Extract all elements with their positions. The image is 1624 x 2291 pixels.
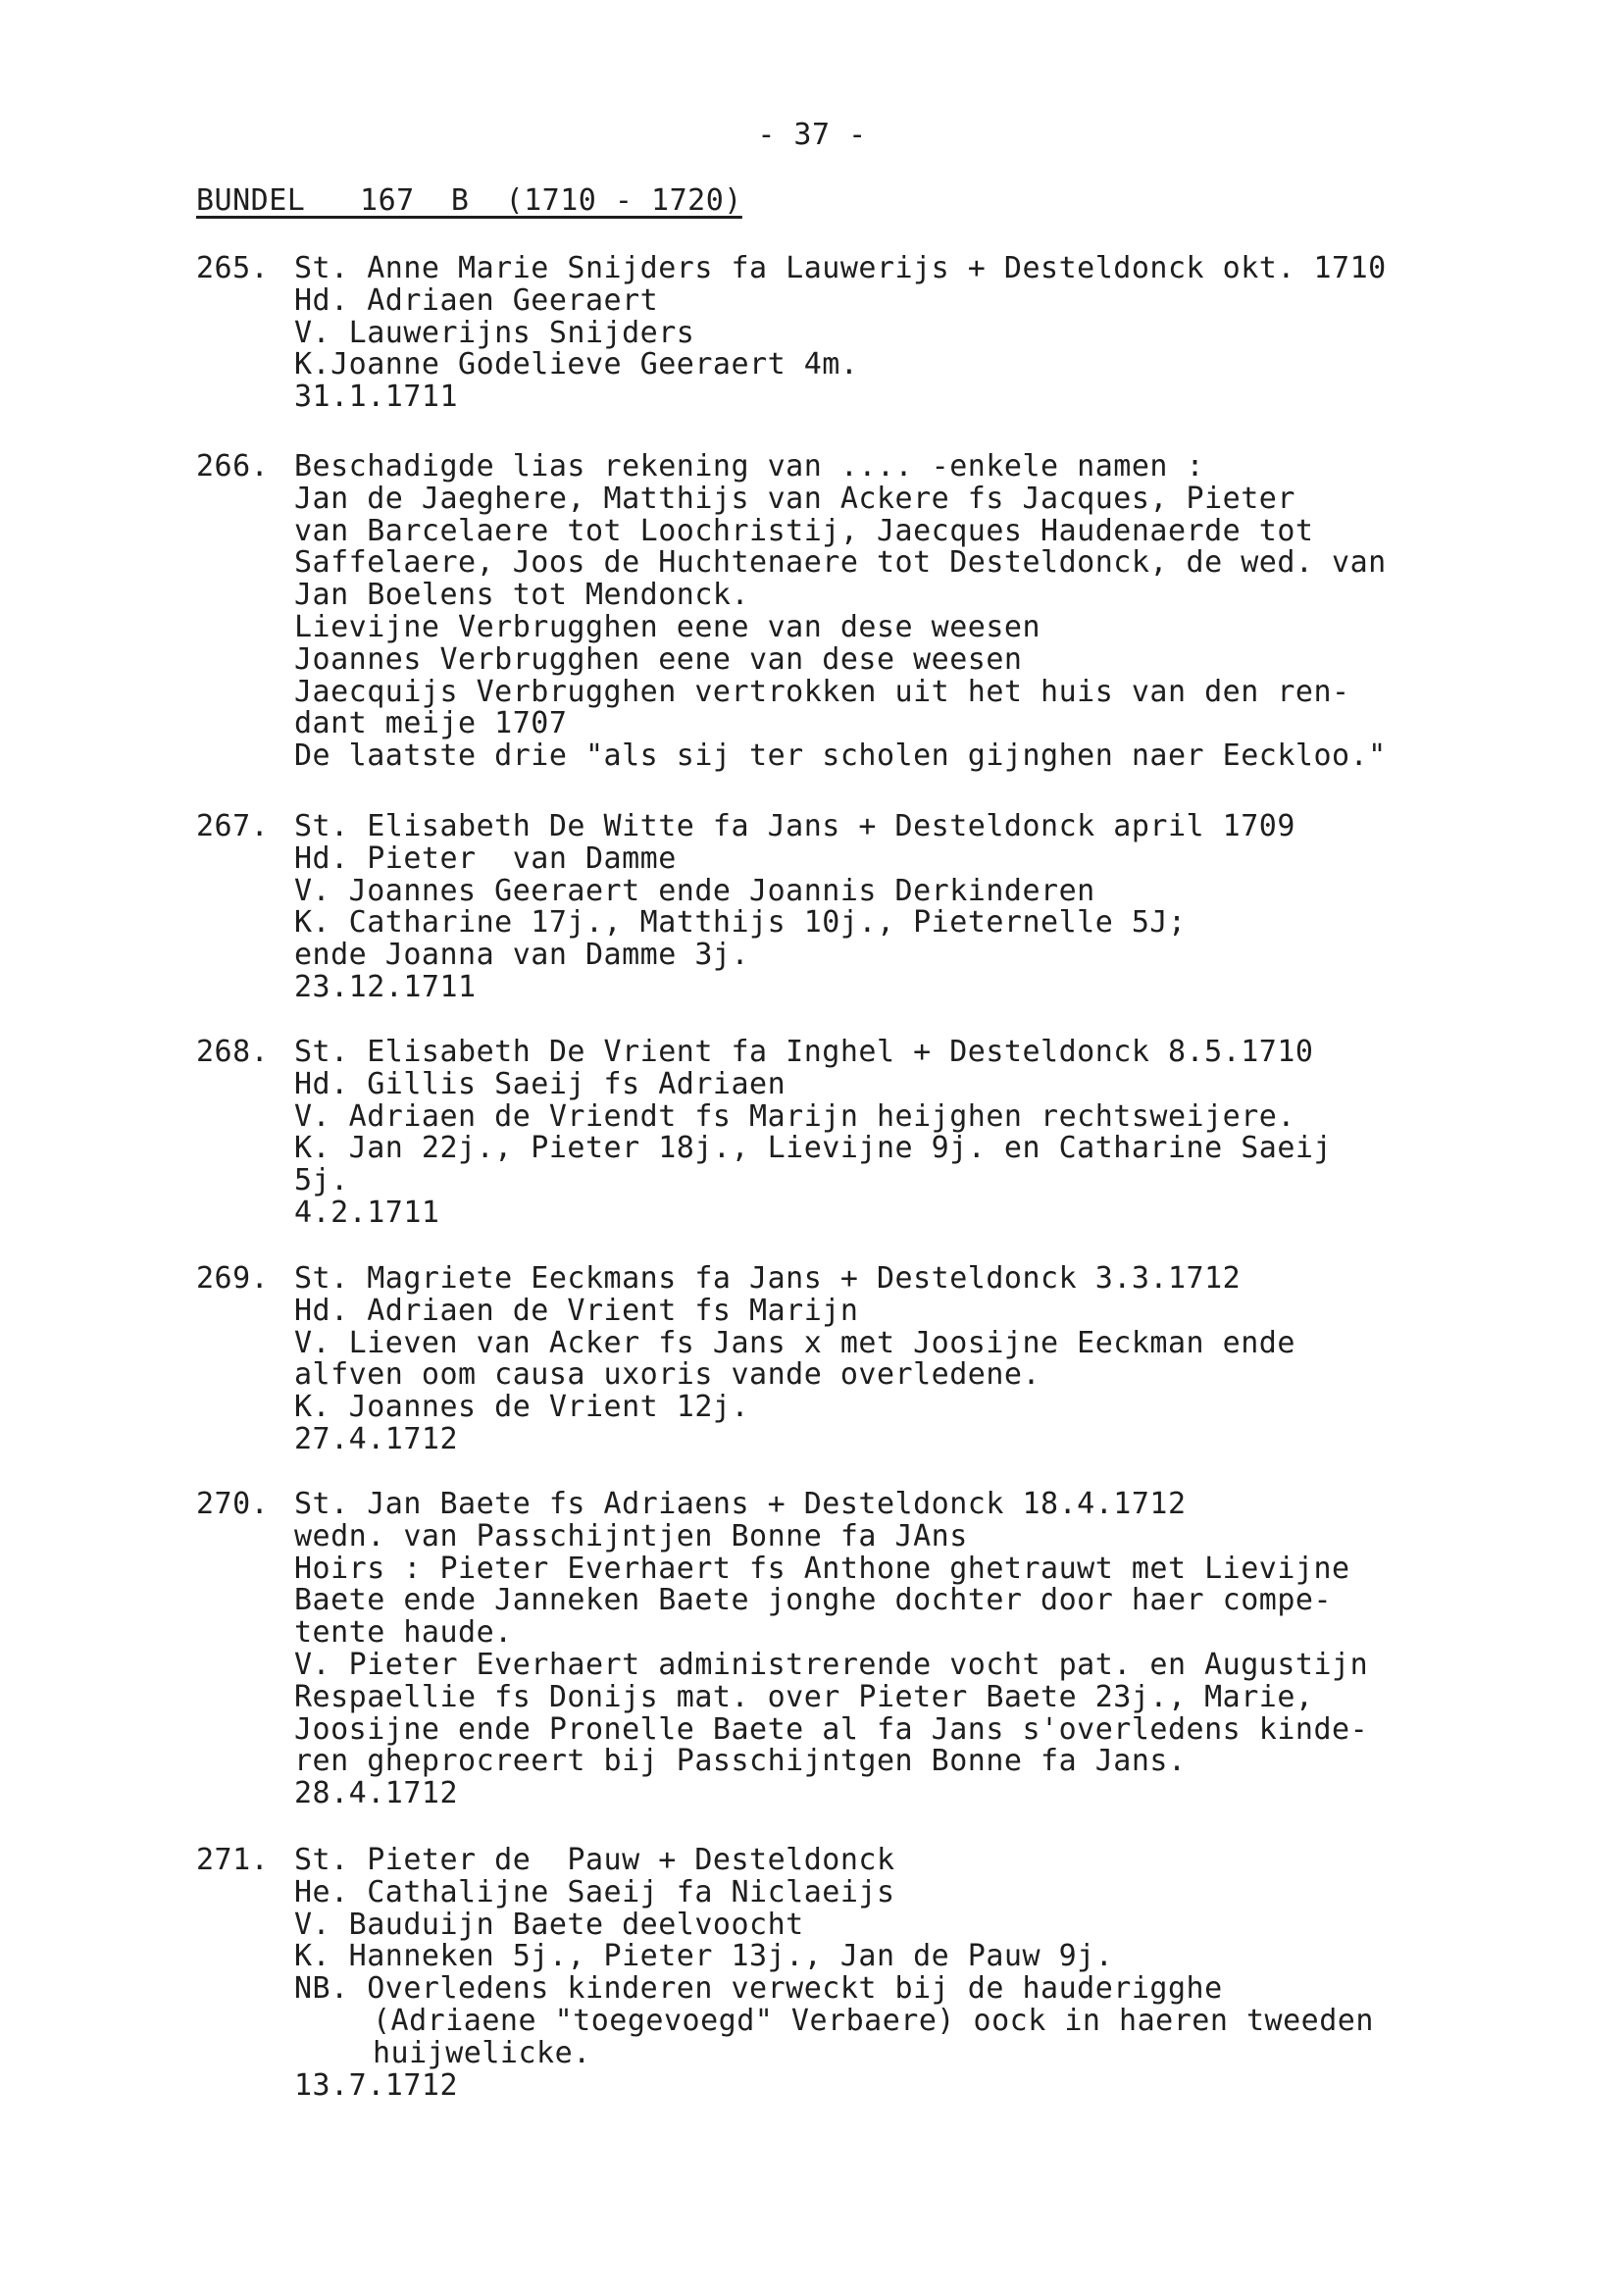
entry-line: K.Joanne Godelieve Geeraert 4m. [294, 347, 859, 382]
entry-number: 265. [196, 251, 270, 285]
entry-line: Hd. Gillis Saeij fs Adriaen [294, 1066, 787, 1101]
entry-number: 267. [196, 809, 270, 843]
entry-line: Hoirs : Pieter Everhaert fs Anthone ghetrauwt met Lievijne [294, 1551, 1350, 1586]
page-number: - 37 - [757, 118, 867, 152]
entry-number: 270. [196, 1487, 270, 1521]
entry-line: Hd. Adriaen Geeraert [294, 282, 659, 318]
entry-line: Beschadigde lias rekening van .... -enkele namen : [294, 449, 1205, 484]
entry-line: St. Anne Marie Snijders fa Lauwerijs + Desteldonck okt. 1710 [294, 251, 1387, 285]
entry-line: V. Lieven van Acker fs Jans x met Joosijne Eeckman ende [294, 1325, 1295, 1360]
entry-line: (Adriaene "toegevoegd" Verbaere) oock in haeren tweeden [373, 2003, 1374, 2038]
entry-text [294, 451, 1569, 773]
entry-text [294, 1845, 1569, 2102]
bundle-header: BUNDEL 167 B (1710 - 1720) [196, 183, 742, 218]
entry-line: K. Catharine 17j., Matthijs 10j., Pieternelle 5J; [294, 905, 1187, 941]
entry-line: wedn. van Passchijntjen Bonne fa JAns [294, 1518, 968, 1553]
entry-line: 31.1.1711 [294, 380, 459, 415]
entry-line: He. Cathalijne Saeij fa Niclaeijs [294, 1874, 895, 1909]
entry-line: ende Joanna van Damme 3j. [294, 938, 750, 973]
entry-line: St. Pieter de Pauw + Desteldonck [294, 1843, 895, 1877]
entry-line: huijwelicke. [373, 2035, 591, 2070]
entry-text [294, 1263, 1569, 1456]
entry-line: Joosijne ende Pronelle Baete al fa Jans s'overledens kinde- [294, 1711, 1369, 1747]
entry-line: 27.4.1712 [294, 1421, 459, 1456]
entry-line: De laatste drie "als sij ter scholen gijnghen naer Eeckloo." [294, 738, 1387, 774]
entry-line: K. Jan 22j., Pieter 18j., Lievijne 9j. en Catharine Saeij [294, 1131, 1333, 1166]
entry-line: ren gheprocreert bij Passchijntgen Bonne fa Jans. [294, 1744, 1187, 1779]
entry-text [294, 811, 1569, 1004]
entry-line: 13.7.1712 [294, 2067, 459, 2103]
entry-line: Hd. Adriaen de Vrient fs Marijn [294, 1293, 859, 1328]
entry-line: Jan Boelens tot Mendonck. [294, 578, 750, 613]
entry-text [294, 1037, 1569, 1230]
entry-line: K. Joannes de Vrient 12j. [294, 1390, 750, 1425]
entry-line: tente haude. [294, 1615, 513, 1651]
entry-line: dant meije 1707 [294, 706, 568, 741]
entry-line: V. Joannes Geeraert ende Joannis Derkinderen [294, 873, 1095, 908]
entry-line: V. Pieter Everhaert administrerende vocht pat. en Augustijn [294, 1647, 1369, 1682]
entry-number: 269. [196, 1261, 270, 1296]
entry-line: Baete ende Janneken Baete jonghe dochter door haer compe- [294, 1583, 1333, 1618]
entry-line: St. Magriete Eeckmans fa Jans + Desteldonck 3.3.1712 [294, 1261, 1242, 1296]
entry-line: NB. Overledens kinderen verweckt bij de hauderigghe [294, 1971, 1223, 2007]
entry-line: Respaellie fs Donijs mat. over Pieter Baete 23j., Marie, [294, 1679, 1314, 1714]
entry-number: 268. [196, 1035, 270, 1069]
entry-line: 28.4.1712 [294, 1776, 459, 1811]
entry-text [294, 1489, 1569, 1810]
entry-line: V. Bauduijn Baete deelvoocht [294, 1907, 804, 1942]
entry-line: Jaecquijs Verbrugghen vertrokken uit het huis van den ren- [294, 674, 1350, 709]
entry-line: Jan de Jaeghere, Matthijs van Ackere fs Jacques, Pieter [294, 481, 1295, 516]
entry-line: V. Lauwerijns Snijders [294, 315, 695, 350]
entry-line: Saffelaere, Joos de Huchtenaere tot Desteldonck, de wed. van [294, 545, 1387, 581]
entry-line: 4.2.1711 [294, 1195, 440, 1230]
entry-line: alfven oom causa uxoris vande overledene. [294, 1357, 1041, 1393]
entry-line: St. Elisabeth De Witte fa Jans + Desteldonck april 1709 [294, 809, 1295, 843]
entry-line: Joannes Verbrugghen eene van dese weesen [294, 641, 1023, 677]
entry-line: 5j. [294, 1163, 349, 1198]
entry-line: K. Hanneken 5j., Pieter 13j., Jan de Pauw 9j. [294, 1939, 1114, 1974]
entry-text [294, 253, 1569, 414]
entry-line: van Barcelaere tot Loochristij, Jaecques Haudenaerde tot [294, 513, 1314, 548]
entry-line: V. Adriaen de Vriendt fs Marijn heijghen rechtsweijere. [294, 1098, 1295, 1134]
entry-line: St. Elisabeth De Vrient fa Inghel + Desteldonck 8.5.1710 [294, 1035, 1314, 1069]
entry-line: Lievijne Verbrugghen eene van dese weesen [294, 609, 1041, 644]
entry-line: St. Jan Baete fs Adriaens + Desteldonck 18.4.1712 [294, 1487, 1187, 1521]
entry-line: Hd. Pieter van Damme [294, 840, 677, 876]
entry-number: 271. [196, 1843, 270, 1877]
entry-line: 23.12.1711 [294, 969, 477, 1004]
entry-number: 266. [196, 449, 270, 484]
